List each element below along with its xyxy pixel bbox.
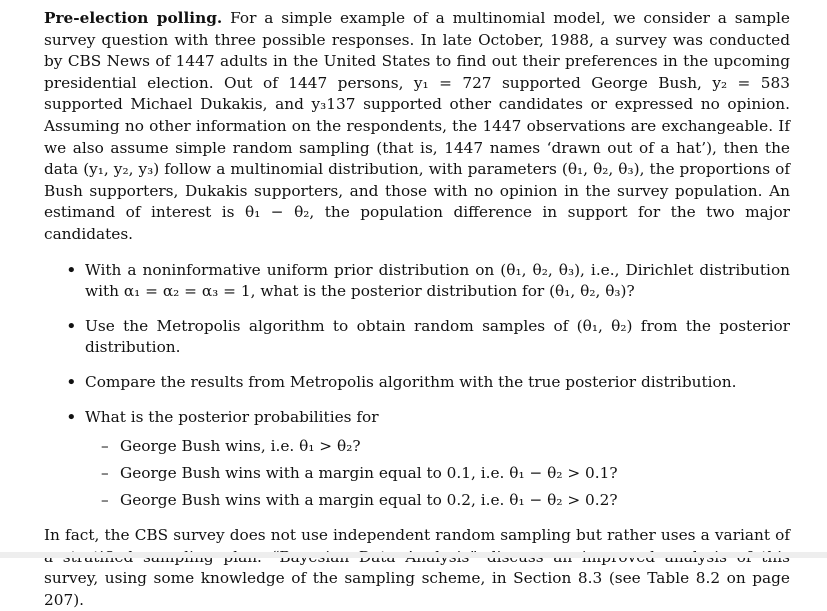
section-heading: Pre-election polling. — [44, 9, 223, 27]
question-list — [44, 260, 790, 513]
sub-question-item: – George Bush wins with a margin equal to 0.2, i.e. θ₁ − θ₂ > 0.2? — [85, 490, 790, 512]
sub-question-item: – George Bush wins with a margin equal to 0.1, i.e. θ₁ − θ₂ > 0.1? — [85, 463, 790, 485]
sub-question-item: – George Bush wins, i.e. θ₁ > θ₂? — [85, 436, 790, 458]
sub-question-list — [85, 436, 790, 512]
bottom-edge — [0, 552, 827, 558]
closing-paragraph: In fact, the CBS survey does not use independent random sampling but rather uses a variant of survey, using some knowledge of the sampling scheme, in Section 8.3 (see Table 8.2 on page 207). — [44, 526, 790, 609]
intro-paragraph — [44, 8, 790, 246]
question-text: What is the posterior probabilities for — [85, 407, 379, 426]
document-page — [44, 8, 790, 611]
intro-text: For a simple example of a multinomial model, we consider a sample survey question with three possible responses. In late October, 1988, a survey was conducted by CBS News of 1447 adults in the United States to find out their preferences in the upcoming presidential election. Out of 1447 persons, y₁ = 727 supported George Bush, y₂ = 583 supported Michael Dukakis, and y₃137 supported other candidates or expressed no opinion. Assuming no other information on the respondents, the 1447 observations are exchangeable. If we also assume simple random sampling (that is, 1447 names ‘drawn out of a hat’), then the data (y₁, y₂, y₃) follow a multinomial distribution, with parameters (θ₁, θ₂, θ₃), the proportions of Bush supporters, Dukakis supporters, and those with no opinion in the survey population. An estimand of interest is θ₁ − θ₂, the population difference in support for the two major candidates. — [44, 9, 790, 243]
question-item: • With a noninformative uniform prior distribution on (θ₁, θ₂, θ₃), i.e., Dirichlet distribution with α₁ = α₂ = α₃ = 1, what is the posterior distribution for (θ₁, θ₂, θ₃)? — [44, 260, 790, 303]
question-item — [44, 407, 790, 513]
question-item: • Use the Metropolis algorithm to obtain random samples of (θ₁, θ₂) from the posterior distribution. — [44, 316, 790, 359]
question-item: • Compare the results from Metropolis algorithm with the true posterior distribution. — [44, 372, 790, 394]
